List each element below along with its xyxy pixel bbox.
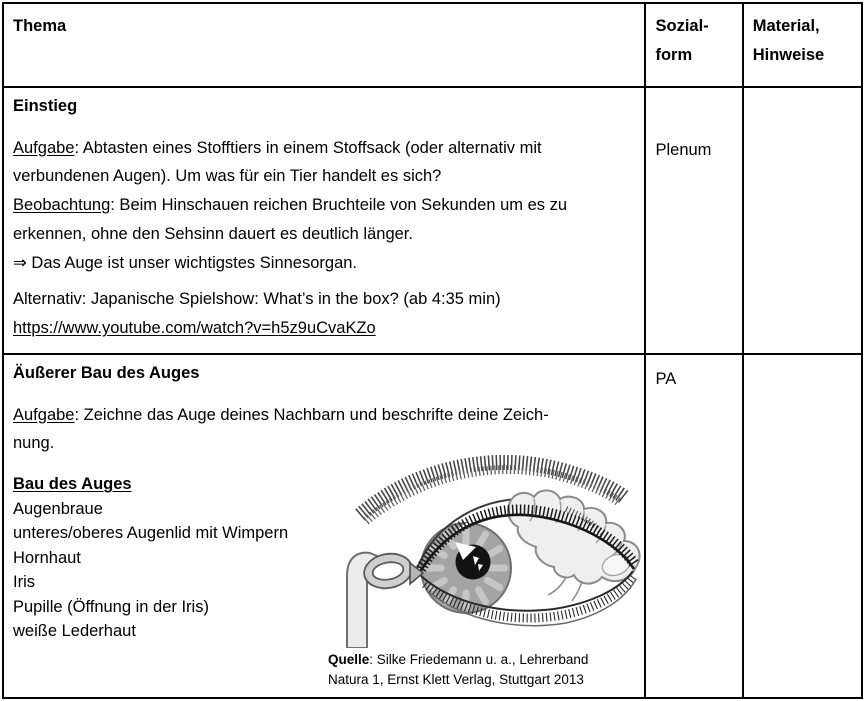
text-line [13, 162, 636, 191]
column-header-sozialform [645, 3, 742, 87]
column-header-material [743, 3, 862, 87]
figure-caption [326, 650, 644, 690]
text-line [13, 134, 636, 163]
lesson-plan-table [2, 2, 863, 699]
sozialform-label-line1: Sozial- [655, 17, 709, 35]
text-segment: : Beim Hinschauen reichen Bruchteile von Sekunden um es zu [110, 196, 568, 215]
list-item: weiße Lederhaut [13, 622, 136, 641]
list-item: unteres/oberes Augenlid mit Wimpern [13, 524, 289, 543]
material-label-line1: Material, [752, 17, 820, 35]
text-line [13, 220, 636, 249]
bau-title: Äußerer Bau des Auges [13, 364, 200, 382]
youtube-link[interactable]: https://www.youtube.com/watch?v=h5z9uCvaKZo [13, 318, 376, 337]
text-line [13, 401, 636, 430]
iris [421, 523, 511, 613]
text-segment: : Zeichne das Auge deines Nachbarn und beschrifte deine Zeich- [74, 405, 549, 424]
tear-duct [347, 550, 423, 648]
column-header-thema-label: Thema [13, 17, 67, 35]
conclusion-line [13, 249, 636, 278]
underlined-label-beobachtung: Beobachtung [13, 196, 111, 215]
header-row [3, 3, 862, 87]
text-segment: : Abtasten eines Stofftiers in einem Stoffsack (oder alternativ mit [74, 138, 542, 157]
caption-label: Quelle [328, 652, 370, 667]
bau-material-cell [743, 354, 862, 698]
row-aeusserer-bau [3, 354, 862, 698]
bau-sozialform-cell [645, 354, 742, 698]
einstieg-thema-cell [3, 87, 645, 354]
caption-line-2: Natura 1, Ernst Klett Verlag, Stuttgart 2013 [328, 672, 584, 687]
einstieg-task-paragraph [13, 134, 636, 278]
eye-anatomy-illustration [326, 443, 641, 648]
sozialform-value-pa: PA [655, 370, 677, 388]
list-item: Iris [13, 573, 35, 592]
underlined-label-aufgabe: Aufgabe [13, 405, 75, 424]
column-header-thema [3, 3, 645, 87]
text-line [13, 191, 636, 220]
link-line [13, 314, 636, 343]
list-item: Augenbraue [13, 499, 103, 518]
text-segment: erkennen, ohne den Sehsinn dauert es deutlich länger. [13, 224, 413, 243]
list-item: Hornhaut [13, 548, 81, 567]
einstieg-material-cell [743, 87, 862, 354]
text-line: nung. [13, 434, 55, 453]
sozialform-value-plenum: Plenum [655, 141, 712, 159]
material-label-line2: Hinweise [752, 45, 825, 64]
text-segment: ⇒ Das Auge ist unser wichtigstes Sinnesorgan. [13, 253, 358, 272]
text-segment: verbundenen Augen). Um was für ein Tier handelt es sich? [13, 167, 442, 186]
einstieg-alternative-paragraph [13, 285, 636, 342]
caption-line-1 [328, 650, 644, 670]
einstieg-sozialform-cell [645, 87, 742, 354]
underlined-label-aufgabe: Aufgabe [13, 138, 75, 157]
einstieg-title: Einstieg [13, 97, 78, 115]
eye-figure [326, 443, 644, 690]
list-item: Pupille (Öffnung in der Iris) [13, 597, 209, 616]
caption-text: : Silke Friedemann u. a., Lehrerband [369, 652, 589, 667]
sozialform-label-line2: form [655, 45, 693, 64]
eye-parts-list-title: Bau des Auges [13, 475, 132, 494]
bau-thema-cell [3, 354, 645, 698]
alternative-line: Alternativ: Japanische Spielshow: What’s in the box? (ab 4:35 min) [13, 290, 501, 309]
row-einstieg [3, 87, 862, 354]
